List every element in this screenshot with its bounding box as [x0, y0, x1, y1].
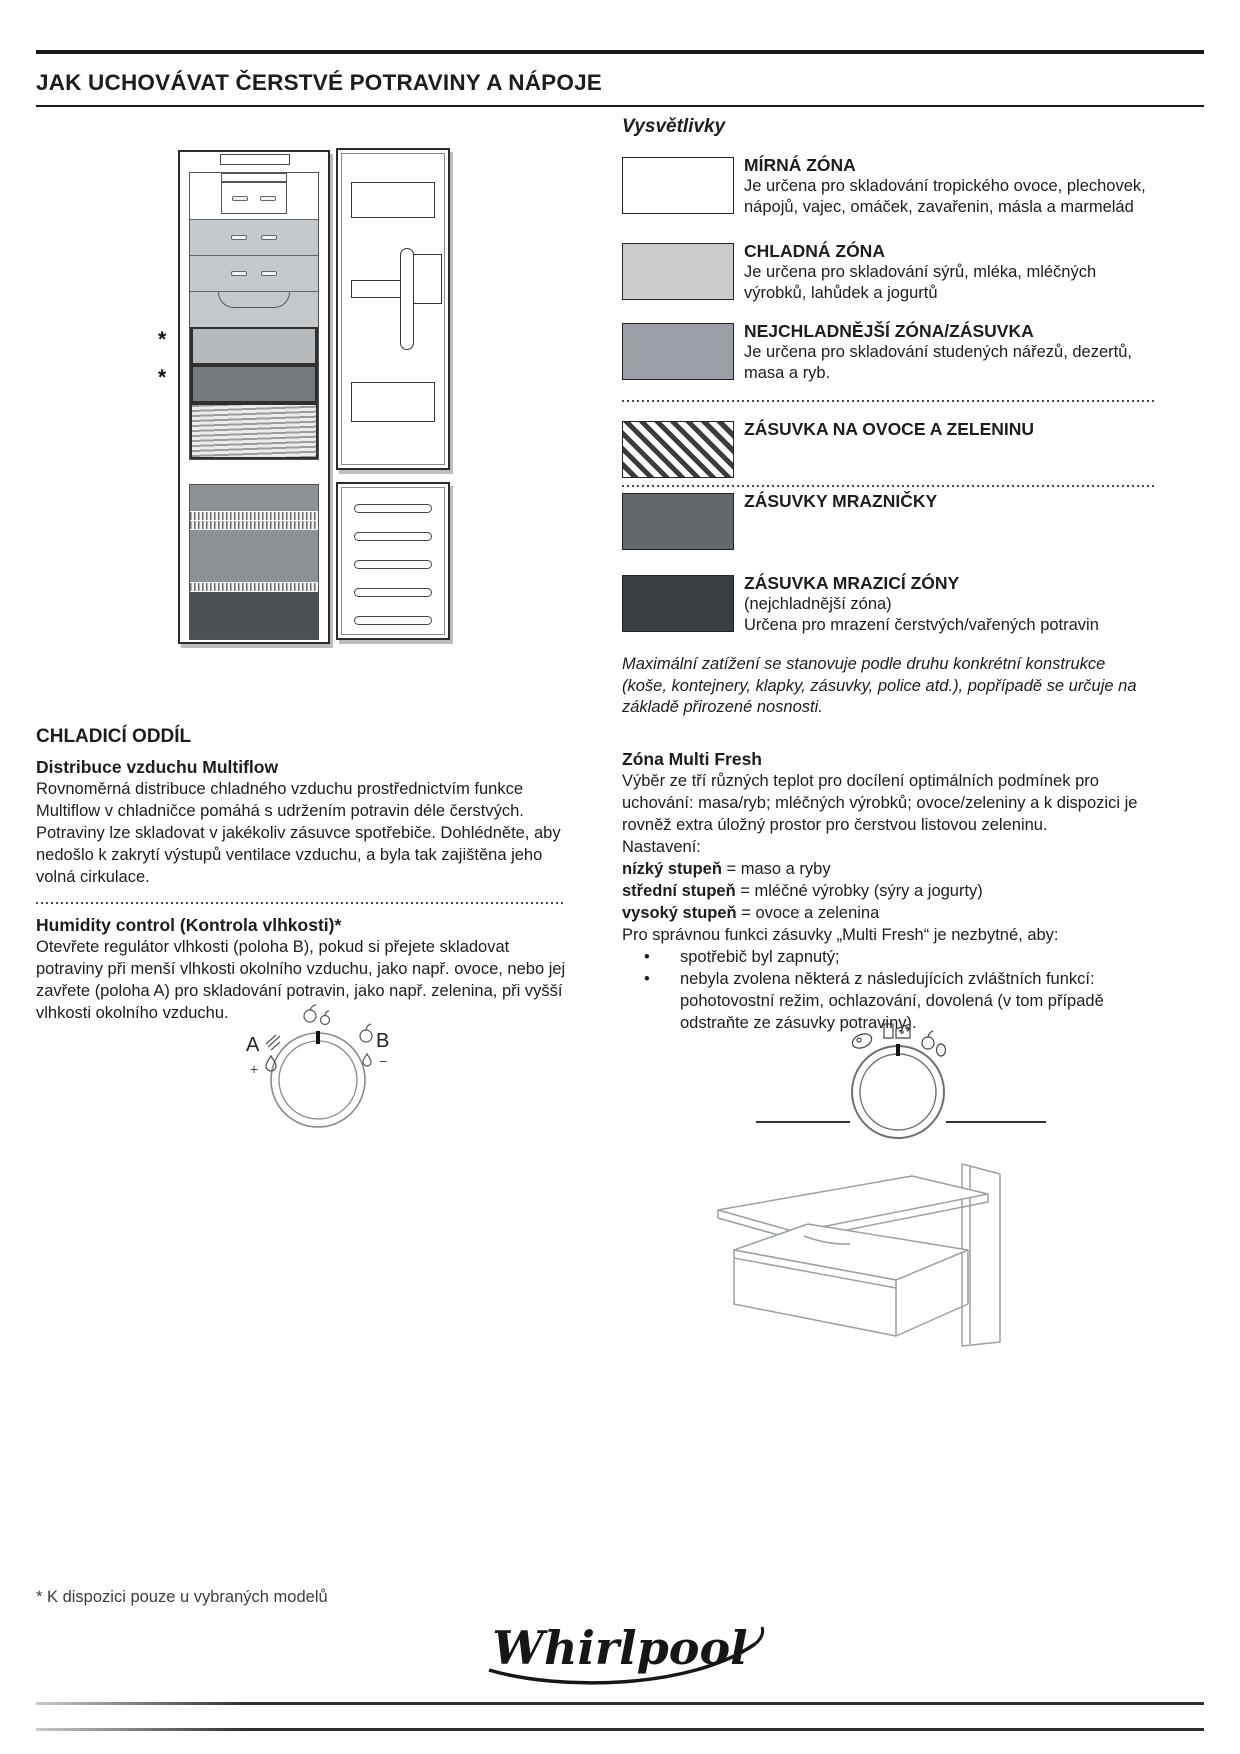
legend-dotted-separator — [622, 400, 1156, 402]
multiflow-title: Distribuce vzduchu Multiflow — [36, 757, 279, 777]
freezer-door-shelf — [354, 588, 432, 597]
freezer-compartment — [189, 484, 319, 640]
asterisk-marker: * — [158, 328, 167, 351]
freezer-shelf-edge — [190, 583, 318, 591]
droplet-icon — [363, 1054, 371, 1066]
freezer-door — [336, 482, 450, 640]
legend-item-desc: Je určena pro skladování sýrů, mléka, mléčných výrobků, lahůdek a jogurtů — [744, 263, 1097, 302]
dairy-icon — [884, 1024, 910, 1038]
asterisk-marker: * — [158, 366, 167, 389]
legend-item-title: NEJCHLADNĚJŠÍ ZÓNA/ZÁSUVKA — [744, 321, 1034, 341]
setting-value: = maso a ryby — [721, 860, 831, 878]
fridge-cabinet — [178, 150, 330, 644]
cold-zone-shelf — [190, 219, 318, 255]
legend-item-fruit-vegetable-drawer — [622, 418, 1152, 478]
whirlpool-logo — [455, 1606, 785, 1701]
setting-low — [622, 858, 1154, 880]
multifresh-intro: Výběr ze tří různých teplot pro docílení optimálních podmínek pro uchování: masa/ryb; mléčných výrobků; ovoce/zeleniny a k dispozici je rovněž extra úložný prostor pro čerstvou listovou zeleninu. — [622, 772, 1138, 834]
humidity-plus: + — [250, 1061, 259, 1077]
legend-item-title: CHLADNÁ ZÓNA — [744, 241, 885, 261]
shelf-slot — [261, 271, 277, 276]
setting-mid — [622, 880, 1154, 902]
multifresh-dial-illustration — [756, 1016, 1046, 1148]
freezing-zone-swatch — [622, 575, 734, 632]
fruit-icons — [304, 1005, 372, 1042]
dial-tick — [896, 1044, 900, 1056]
setting-level: střední stupeň — [622, 882, 736, 900]
bullet-text: nebyla zvolena některá z následujících zvláštních funkcí: pohotovostní režim, ochlazování, dovolená (v tom případě odstraňte ze zásuvky potraviny). — [680, 970, 1104, 1032]
vegetable-icon — [266, 1035, 280, 1050]
humidity-minus: − — [379, 1053, 388, 1069]
fruit-icon — [922, 1031, 946, 1056]
mild-zone-area — [190, 173, 318, 219]
freezer-drawers-swatch — [622, 493, 734, 550]
cooling-heading: CHLADICÍ ODDÍL — [36, 726, 192, 747]
bullet-glyph: • — [644, 948, 650, 966]
fruit-vegetable-swatch — [622, 421, 734, 478]
cold-zone-swatch — [622, 243, 734, 300]
page-title: JAK UCHOVÁVAT ČERSTVÉ POTRAVINY A NÁPOJE — [36, 70, 602, 95]
legend-item-title: ZÁSUVKY MRAZNIČKY — [744, 491, 938, 511]
legend-item-title: ZÁSUVKA NA OVOCE A ZELENINU — [744, 419, 1035, 439]
freezing-zone-drawer — [190, 592, 318, 640]
freezer-shelf-edge — [190, 521, 318, 529]
freezer-door-shelf — [354, 504, 432, 513]
freezer-drawer — [190, 530, 318, 582]
control-slot — [232, 196, 248, 201]
mild-zone-swatch — [622, 157, 734, 214]
fruit-vegetable-drawer — [190, 403, 318, 459]
footnote: * K dispozici pouze u vybraných modelů — [36, 1588, 328, 1606]
cabinet-top-panel — [220, 154, 290, 165]
control-panel-bar — [221, 173, 287, 182]
legend-item-desc: Je určena pro skladování tropického ovoce, plechovek, nápojů, vajec, omáček, zavařenin, másla a marmelád — [744, 177, 1146, 216]
legend-item-desc: Je určena pro skladování studených nářezů, dezertů, masa a ryb. — [744, 343, 1132, 382]
multifresh-condition: Pro správnou funkci zásuvky „Multi Fresh“ je nezbytné, aby: — [622, 926, 1059, 944]
legend-item-coldest-zone — [622, 320, 1152, 384]
freezer-shelf-edge — [190, 512, 318, 520]
title-underline — [36, 105, 1204, 107]
cold-zone-shelf-curved — [190, 291, 318, 327]
coldest-zone-drawer — [190, 327, 318, 365]
shelf-curve — [218, 292, 290, 308]
bullet-item — [622, 946, 1154, 968]
setting-value: = mléčné výrobky (sýry a jogurty) — [735, 882, 983, 900]
coldest-zone-swatch — [622, 323, 734, 380]
freezer-door-shelf — [354, 532, 432, 541]
freezer-door-shelf — [354, 560, 432, 569]
coldest-zone-drawer — [190, 365, 318, 403]
humidity-title: Humidity control (Kontrola vlhkosti)* — [36, 915, 342, 935]
multifresh-heading: Zóna Multi Fresh — [622, 749, 762, 769]
dial-tick — [316, 1031, 320, 1044]
legend-note: Maximální zatížení se stanovuje podle druhu konkrétní konstrukce (koše, kontejnery, klapky, zásuvky, police atd.), popřípadě se určuje na základě přirozené nosnosti. — [622, 655, 1137, 716]
freezer-door-shelf — [354, 616, 432, 625]
door-handle-rail — [412, 254, 442, 304]
legend-item-title: MÍRNÁ ZÓNA — [744, 155, 856, 175]
footer-rule — [36, 1702, 1204, 1705]
setting-level: vysoký stupeň — [622, 904, 737, 922]
fridge-diagram — [150, 148, 452, 653]
freezer-drawer — [190, 485, 318, 511]
section-dotted-separator — [36, 902, 566, 904]
fridge-door — [336, 148, 450, 470]
setting-level: nízký stupeň — [622, 860, 722, 878]
footer-rule — [36, 1728, 1204, 1731]
legend-item-freezing-zone-drawer — [622, 572, 1152, 636]
dial-label-b: B — [376, 1030, 390, 1052]
settings-label: Nastavení: — [622, 838, 701, 856]
control-panel-box — [221, 182, 287, 214]
brand-wordmark: Whirlpool — [492, 1621, 748, 1675]
humidity-text: Otevřete regulátor vlhkosti (poloha B), pokud si přejete skladovat potraviny při menší vlhkosti okolního vzduchu, jako např. ovoce, nebo jej zavřete (poloha A) pro skladování potravin, jako např. zelenina, při vyšší vlhkosti okolního vzduchu. — [36, 938, 566, 1022]
legend-item-mild-zone — [622, 154, 1152, 218]
cooling-section — [36, 726, 566, 1038]
multifresh-section — [622, 748, 1154, 1034]
legend-item-desc: Určena pro mrazení čerstvých/vařených potravin — [744, 616, 1099, 634]
multifresh-drawer-illustration — [700, 1146, 1010, 1366]
control-slot — [260, 196, 276, 201]
legend-item-title: ZÁSUVKA MRAZICÍ ZÓNY — [744, 573, 960, 593]
fridge-compartment — [189, 172, 319, 460]
shelf-slot — [231, 271, 247, 276]
multiflow-text: Rovnoměrná distribuce chladného vzduchu prostřednictvím funkce Multiflow v chladničce pomáhá s udržením potravin déle čerstvých. Potraviny lze skladovat v jakékoliv zásuvce spotřebiče. Dohlédněte, aby nedošlo k zakrytí výstupů ventilace vzduchu, a byla tak zajištěna jeho volná cirkulace. — [36, 780, 561, 886]
top-rule — [36, 50, 1204, 54]
humidity-dial-illustration — [226, 1004, 416, 1136]
bullet-glyph: • — [644, 970, 650, 988]
meat-fish-icon — [850, 1031, 873, 1051]
door-shelf — [351, 182, 435, 218]
bullet-text: spotřebič byl zapnutý; — [680, 948, 840, 966]
shelf-slot — [231, 235, 247, 240]
legend-item-freezer-drawers — [622, 490, 1152, 550]
door-handle-arm — [351, 280, 403, 298]
dial-label-a: A — [246, 1034, 260, 1056]
shelf-slot — [261, 235, 277, 240]
setting-value: = ovoce a zelenina — [736, 904, 880, 922]
door-shelf — [351, 382, 435, 422]
legend-dotted-separator — [622, 485, 1156, 487]
brand-logo — [0, 1606, 1240, 1706]
legend-item-cold-zone — [622, 240, 1152, 304]
legend-item-subtitle: (nejchladnější zóna) — [744, 595, 892, 613]
door-handle — [400, 248, 414, 350]
cold-zone-shelf — [190, 255, 318, 291]
logo-swoosh-tail — [755, 1627, 763, 1644]
setting-high — [622, 902, 1154, 924]
legend-heading: Vysvětlivky — [622, 116, 726, 137]
